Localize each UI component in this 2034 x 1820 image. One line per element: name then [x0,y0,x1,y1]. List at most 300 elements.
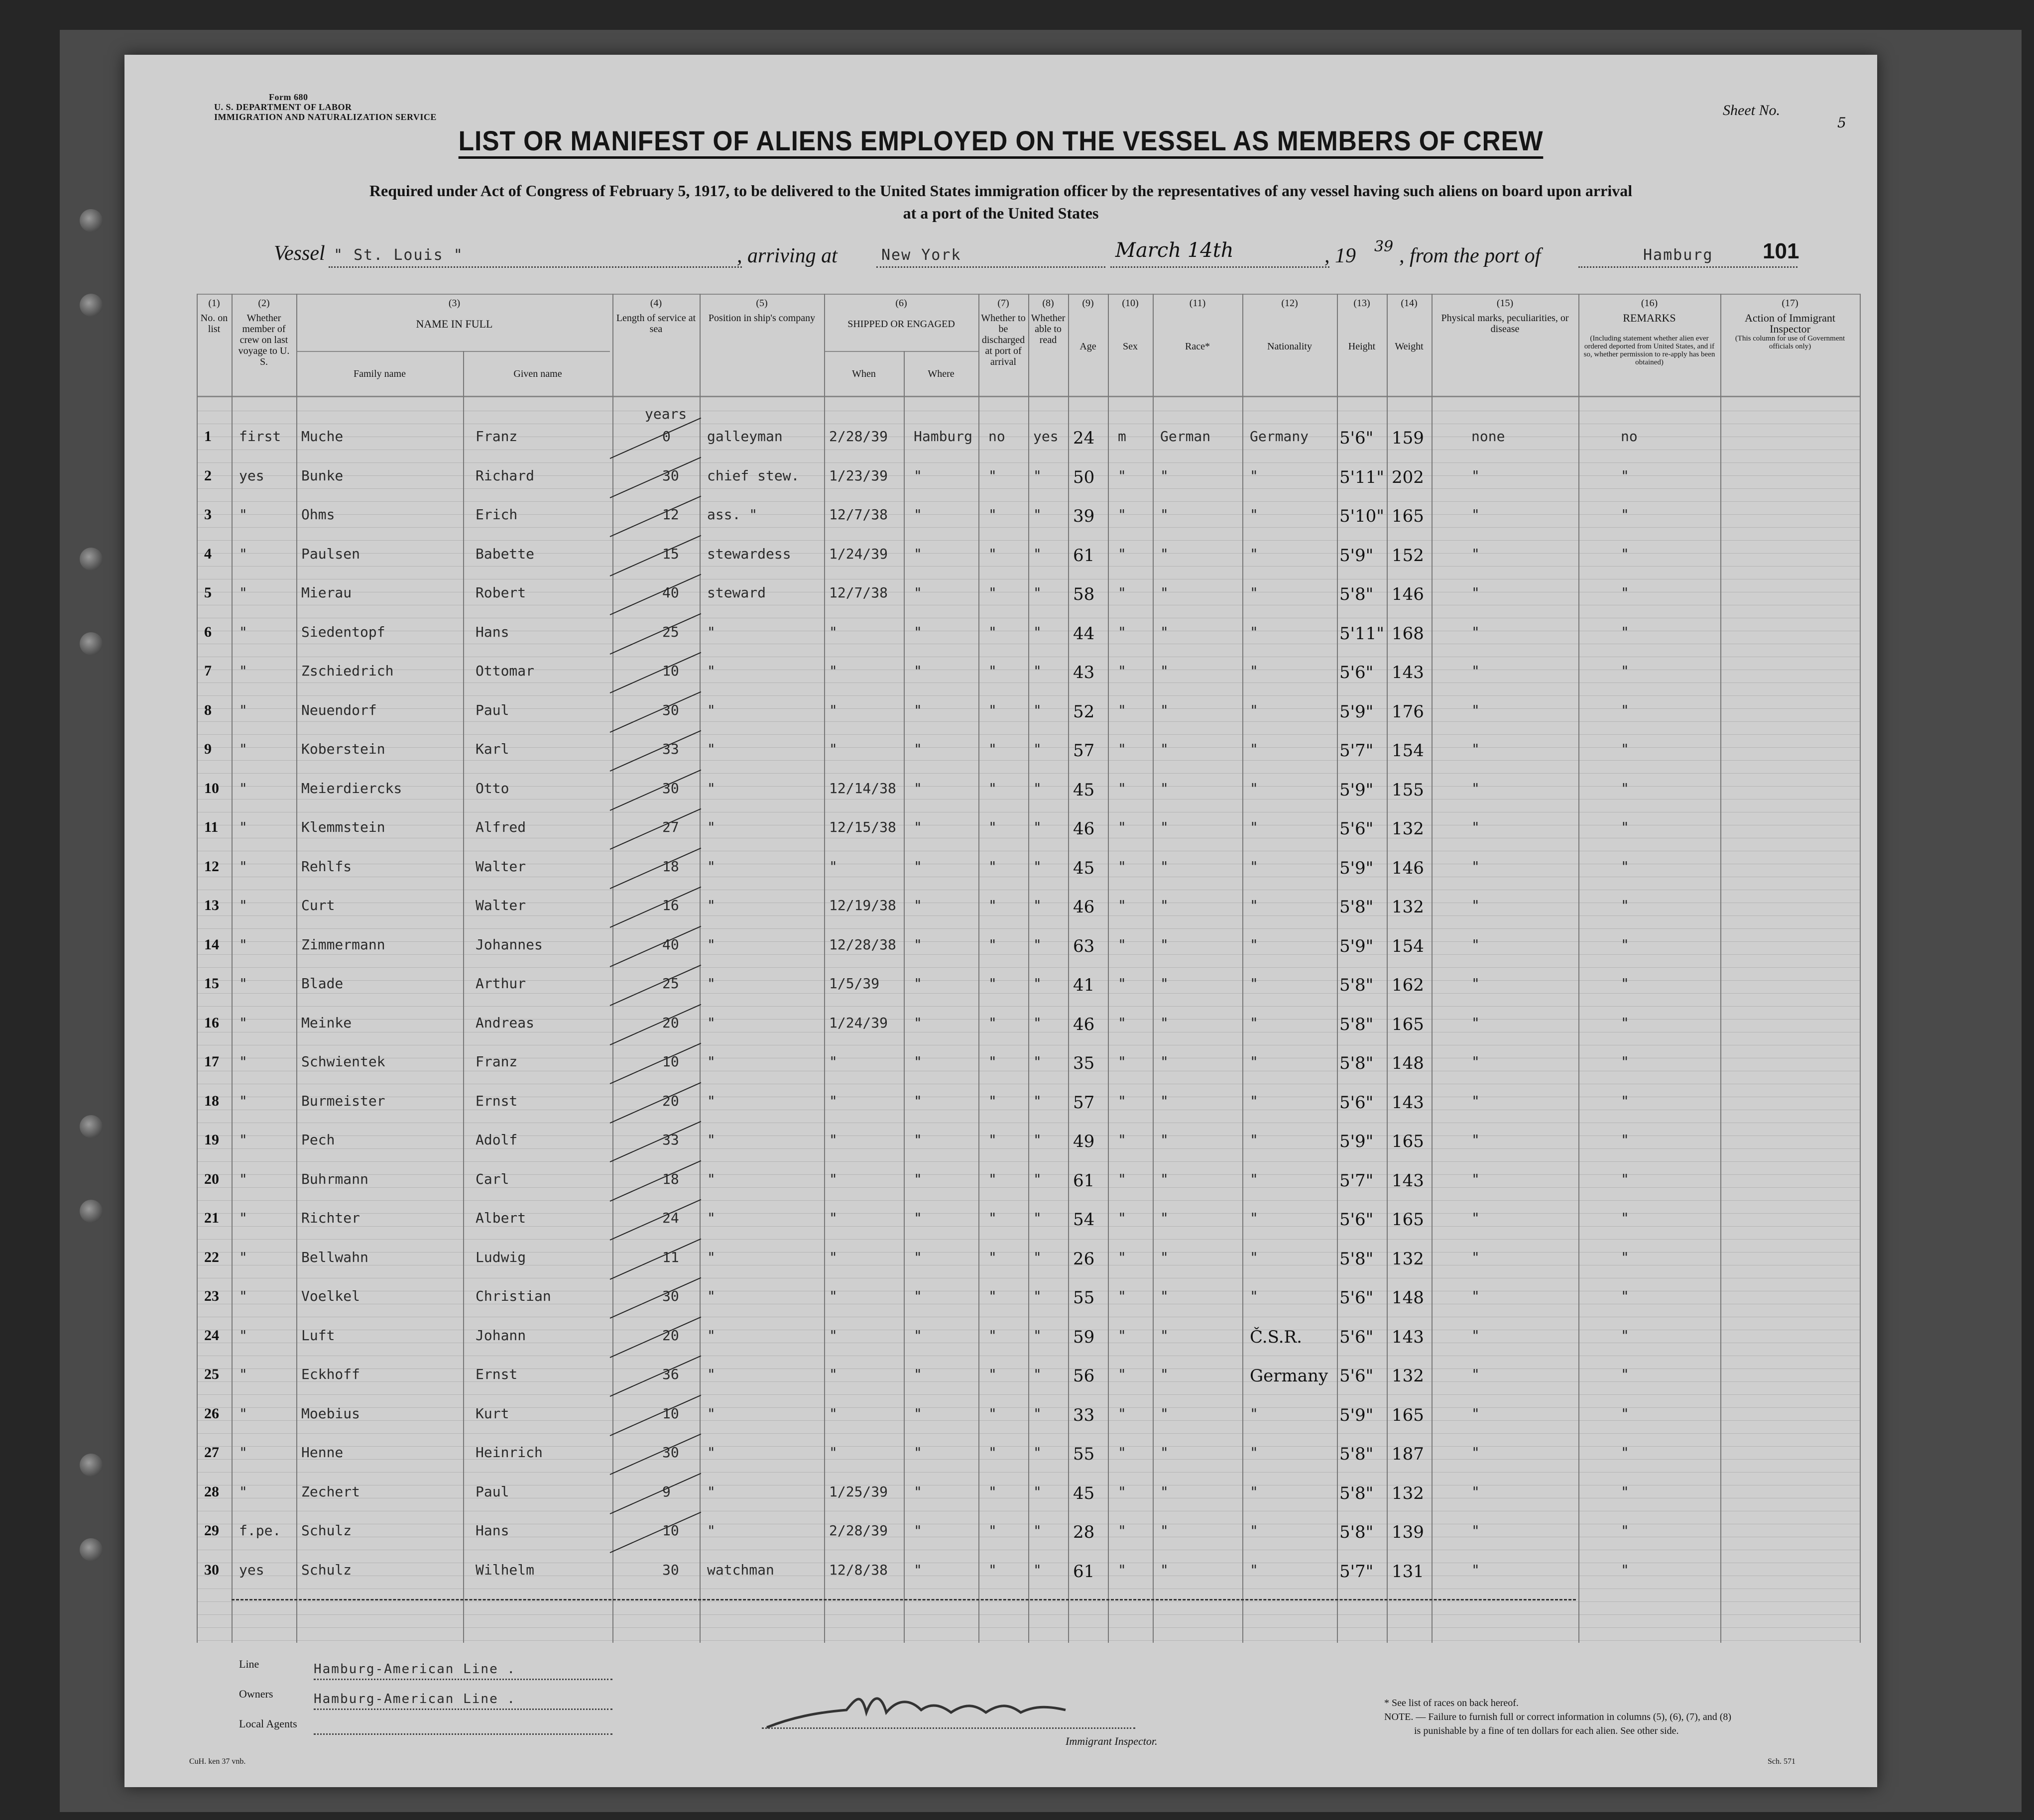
remarks-cell: " [1621,819,1629,835]
physical-marks-cell: " [1471,1288,1480,1304]
last-voyage-cell: f.pe. [239,1522,281,1539]
family-name-cell: Koberstein [301,741,385,757]
remarks-cell: " [1621,1132,1629,1148]
race-cell: " [1160,1210,1169,1226]
nationality-cell: " [1250,584,1258,601]
service-cell: 18 [662,858,679,875]
row-number: 15 [204,975,219,992]
family-name-cell: Buhrmann [301,1170,368,1187]
able-to-read-cell: " [1033,1444,1042,1461]
height-cell: 5'8" [1339,975,1374,995]
discharged-cell: " [988,506,997,523]
discharged-cell: " [988,1132,997,1148]
nationality-cell: " [1250,1210,1258,1226]
height-cell: 5'10" [1339,506,1384,526]
discharged-cell: " [988,623,997,640]
weight-cell: 143 [1392,1170,1424,1191]
shipped-when-cell: " [829,701,838,718]
last-voyage-cell: " [239,741,247,757]
able-to-read-cell: " [1033,1053,1042,1070]
races-note: * See list of races on back hereof. [1384,1698,1519,1708]
able-to-read-cell: " [1033,819,1042,835]
column-number-c4: (4) [650,298,662,309]
remarks-cell: " [1621,1327,1629,1344]
service-cell: 9 [662,1483,671,1500]
service-cell: 40 [662,584,679,601]
sex-cell: " [1118,1092,1126,1109]
age-cell: 26 [1073,1249,1095,1269]
last-voyage-cell: " [239,1249,247,1265]
age-cell: 61 [1073,545,1095,566]
discharged-cell: " [988,975,997,992]
position-cell: " [707,1444,716,1461]
able-to-read-cell: " [1033,1483,1042,1500]
nationality-cell: " [1250,506,1258,523]
family-name-cell: Mierau [301,584,352,601]
vessel-label: Vessel [274,242,325,265]
position-cell: ass. " [707,506,758,523]
height-cell: 5'9" [1339,545,1374,566]
race-cell: " [1160,1444,1169,1461]
age-cell: 45 [1073,1483,1095,1503]
remarks-cell: no [1621,428,1638,445]
position-cell: " [707,975,716,992]
physical-marks-cell: " [1471,1092,1480,1109]
weight-cell: 146 [1392,584,1424,604]
weight-cell: 143 [1392,1327,1424,1347]
physical-marks-cell: " [1471,1405,1480,1422]
family-name-cell: Zschiedrich [301,663,394,679]
given-name-cell: Arthur [476,975,526,992]
nationality-cell: " [1250,1132,1258,1148]
discharged-cell: " [988,897,997,913]
height-cell: 5'9" [1339,858,1374,878]
list-end-rule [232,1598,1576,1600]
remarks-cell: " [1621,1522,1629,1539]
discharged-cell: " [988,1092,997,1109]
remarks-cell: " [1621,741,1629,757]
sex-cell: " [1118,1327,1126,1344]
physical-marks-cell: " [1471,936,1480,953]
remarks-cell: " [1621,936,1629,953]
race-cell: " [1160,975,1169,992]
weight-cell: 176 [1392,701,1424,722]
shipped-where-cell: " [914,584,922,601]
column-header-c11: Race* [1185,341,1210,352]
race-cell: " [1160,467,1169,484]
last-voyage-cell: " [239,1327,247,1344]
height-cell: 5'9" [1339,701,1374,722]
owners-label: Owners [239,1688,273,1700]
row-number: 2 [204,467,212,484]
race-cell: " [1160,701,1169,718]
column-subheader-c17: (This column for use of Government officials only) [1735,335,1845,350]
remarks-cell: " [1621,1366,1629,1382]
shipped-where-cell: " [914,623,922,640]
race-cell: " [1160,1053,1169,1070]
race-cell: " [1160,1014,1169,1031]
shipped-when-cell: " [829,1405,838,1422]
age-cell: 28 [1073,1522,1095,1542]
row-number: 26 [204,1405,219,1422]
column-header-c5: Position in ship's company [708,313,816,324]
remarks-cell: " [1621,623,1629,640]
physical-marks-cell: " [1471,1132,1480,1148]
physical-marks-cell: " [1471,1366,1480,1382]
remarks-cell: " [1621,1170,1629,1187]
service-cell: 11 [662,1249,679,1265]
table-row [197,741,1860,780]
manifest-sheet [124,55,1877,1787]
race-cell: " [1160,741,1169,757]
service-cell: 33 [662,1132,679,1148]
given-name-cell: Hans [476,623,509,640]
weight-cell: 139 [1392,1522,1424,1542]
year-prefix: , 19 [1324,244,1356,267]
sex-cell: " [1118,623,1126,640]
height-cell: 5'8" [1339,1444,1374,1464]
service-cell: 40 [662,936,679,953]
table-row [197,1483,1860,1523]
position-cell: " [707,1327,716,1344]
able-to-read-cell: " [1033,1561,1042,1578]
given-name-cell: Walter [476,897,526,913]
column-header-c9: Age [1079,341,1096,352]
table-row [197,1210,1860,1249]
age-cell: 57 [1073,741,1095,761]
given-name-cell: Erich [476,506,518,523]
able-to-read-cell: " [1033,780,1042,796]
sex-cell: " [1118,1444,1126,1461]
physical-marks-cell: " [1471,1327,1480,1344]
requirement-line-1: Required under Act of Congress of February 5, 1917, to be delivered to the United States immigration officer by the representatives of any vessel having such aliens on board upon arrival [369,182,1633,200]
given-name-cell: Babette [476,545,535,562]
weight-cell: 132 [1392,1483,1424,1503]
shipped-when-cell: 12/28/38 [829,936,896,953]
family-name-cell: Moebius [301,1405,360,1422]
position-cell: " [707,1014,716,1031]
last-voyage-cell: " [239,701,247,718]
family-name-cell: Eckhoff [301,1366,360,1382]
remarks-cell: " [1621,701,1629,718]
height-cell: 5'11" [1339,623,1384,644]
remarks-cell: " [1621,545,1629,562]
remarks-cell: " [1621,506,1629,523]
nationality-cell: " [1250,1483,1258,1500]
row-number: 4 [204,545,212,562]
position-cell: " [707,1405,716,1422]
physical-marks-cell: " [1471,1053,1480,1070]
service-cell: 36 [662,1366,679,1382]
arriving-label: , arriving at [737,244,838,267]
shipped-where-cell: Hamburg [914,428,973,445]
table-row [197,858,1860,898]
inspector-label: Immigrant Inspector. [1066,1735,1158,1747]
service-cell: 30 [662,1444,679,1461]
physical-marks-cell: " [1471,545,1480,562]
height-cell: 5'8" [1339,1249,1374,1269]
last-voyage-cell: " [239,1170,247,1187]
able-to-read-cell: " [1033,506,1042,523]
row-number: 23 [204,1288,219,1304]
race-cell: " [1160,584,1169,601]
discharged-cell: " [988,1327,997,1344]
shipped-when-cell: 12/7/38 [829,584,888,601]
column-number-c16: (16) [1641,298,1658,309]
remarks-cell: " [1621,897,1629,913]
age-cell: 61 [1073,1561,1095,1582]
shipped-where-cell: " [914,1092,922,1109]
column-header-c4: Length of service at sea [616,313,696,335]
row-number: 28 [204,1483,219,1500]
age-cell: 56 [1073,1366,1095,1386]
binder-hole [80,209,103,232]
last-voyage-cell: " [239,897,247,913]
given-name-cell: Walter [476,858,526,875]
line-value: Hamburg-American Line . [314,1662,516,1677]
physical-marks-cell: " [1471,1444,1480,1461]
nationality-cell: " [1250,1405,1258,1422]
able-to-read-cell: " [1033,975,1042,992]
column-number-c13: (13) [1353,298,1370,309]
nationality-cell: " [1250,1170,1258,1187]
height-cell: 5'7" [1339,1170,1374,1191]
discharged-cell: " [988,1210,997,1226]
row-number: 13 [204,897,219,913]
sex-cell: " [1118,741,1126,757]
discharged-cell: " [988,545,997,562]
shipped-where-cell: " [914,819,922,835]
position-cell: " [707,1092,716,1109]
table-row [197,584,1860,624]
remarks-cell: " [1621,467,1629,484]
shipped-where-cell: " [914,1405,922,1422]
shipped-when-cell: " [829,1053,838,1070]
position-cell: stewardess [707,545,791,562]
discharged-cell: " [988,936,997,953]
height-cell: 5'8" [1339,1053,1374,1073]
last-voyage-cell: " [239,506,247,523]
last-voyage-cell: " [239,780,247,796]
remarks-cell: " [1621,663,1629,679]
physical-marks-cell: " [1471,780,1480,796]
given-name-cell: Paul [476,701,509,718]
family-name-cell: Schwientek [301,1053,385,1070]
weight-cell: 132 [1392,897,1424,917]
vessel-name: " St. Louis " [334,246,464,264]
column-header-c1: No. on list [200,313,228,335]
row-number: 7 [204,663,212,679]
shipped-where-cell: " [914,701,922,718]
height-cell: 5'8" [1339,584,1374,604]
given-name-cell: Carl [476,1170,509,1187]
age-cell: 54 [1073,1210,1095,1230]
table-row [197,663,1860,702]
race-cell: " [1160,1366,1169,1382]
shipped-when-cell: 1/25/39 [829,1483,888,1500]
family-name-cell: Pech [301,1132,335,1148]
discharged-cell: " [988,1288,997,1304]
race-cell: " [1160,1483,1169,1500]
family-name-cell: Henne [301,1444,344,1461]
service-cell: 12 [662,506,679,523]
arriving-port: New York [881,246,961,264]
shipped-where-cell: " [914,1522,922,1539]
given-name-cell: Franz [476,1053,518,1070]
years-label: years [645,406,687,422]
given-name-cell: Heinrich [476,1444,543,1461]
discharged-cell: " [988,1444,997,1461]
row-number: 18 [204,1092,219,1109]
physical-marks-cell: " [1471,897,1480,913]
line-label: Line [239,1658,259,1670]
height-cell: 5'8" [1339,1014,1374,1034]
nationality-cell: " [1250,897,1258,913]
given-name-cell: Paul [476,1483,509,1500]
shipped-when-cell: 12/19/38 [829,897,896,913]
weight-cell: 132 [1392,1366,1424,1386]
column-number-c11: (11) [1189,298,1206,309]
height-cell: 5'6" [1339,428,1374,448]
weight-cell: 146 [1392,858,1424,878]
service-cell: 30 [662,780,679,796]
able-to-read-cell: " [1033,701,1042,718]
column-header-shipped: SHIPPED OR ENGAGED [847,319,955,330]
column-subheader-c16: (Including statement whether alien ever ordered deported from United States, and if so, whether permission to re-apply has been obtained) [1583,335,1715,366]
column-number-c5: (5) [756,298,768,309]
position-cell: " [707,1053,716,1070]
age-cell: 55 [1073,1444,1095,1464]
column-header-c7: Whether to be discharged at port of arrival [981,313,1026,367]
shipped-where-cell: " [914,780,922,796]
shipped-when-cell: 2/28/39 [829,1522,888,1539]
able-to-read-cell: " [1033,858,1042,875]
nationality-cell: Germany [1250,1366,1328,1386]
age-cell: 50 [1073,467,1095,487]
sex-cell: " [1118,1522,1126,1539]
sex-cell: " [1118,1483,1126,1500]
able-to-read-cell: " [1033,1366,1042,1382]
family-name-cell: Luft [301,1327,335,1344]
column-number-c7: (7) [997,298,1009,309]
weight-cell: 202 [1392,467,1424,487]
discharged-cell: " [988,663,997,679]
last-voyage-cell: " [239,1092,247,1109]
age-cell: 45 [1073,858,1095,878]
table-row [197,1405,1860,1445]
sex-cell: " [1118,545,1126,562]
last-voyage-cell: first [239,428,281,445]
nationality-cell: " [1250,741,1258,757]
physical-marks-cell: " [1471,1522,1480,1539]
position-cell: steward [707,584,766,601]
nationality-cell: " [1250,780,1258,796]
remarks-cell: " [1621,1483,1629,1500]
weight-cell: 165 [1392,1210,1424,1230]
remarks-cell: " [1621,1092,1629,1109]
family-name-cell: Bellwahn [301,1249,368,1265]
row-number: 27 [204,1444,219,1461]
height-cell: 5'6" [1339,819,1374,839]
column-header-when: When [852,368,876,379]
age-cell: 43 [1073,663,1095,682]
height-cell: 5'8" [1339,897,1374,917]
sex-cell: " [1118,936,1126,953]
weight-cell: 165 [1392,1014,1424,1034]
nationality-cell: " [1250,1522,1258,1539]
family-name-cell: Schulz [301,1561,352,1578]
age-cell: 49 [1073,1132,1095,1151]
given-name-cell: Johann [476,1327,526,1344]
discharged-cell: " [988,1405,997,1422]
able-to-read-cell: " [1033,545,1042,562]
service-cell: 30 [662,1561,679,1578]
sex-cell: " [1118,1053,1126,1070]
service-cell: 30 [662,467,679,484]
family-name-cell: Siedentopf [301,623,385,640]
service-cell: 10 [662,663,679,679]
age-cell: 41 [1073,975,1095,995]
shipped-when-cell: 1/5/39 [829,975,880,992]
service-label: IMMIGRATION AND NATURALIZATION SERVICE [214,112,437,122]
table-row [197,1562,1860,1601]
service-cell: 27 [662,819,679,835]
shipped-where-cell: " [914,858,922,875]
shipped-where-cell: " [914,1053,922,1070]
service-cell: 33 [662,741,679,757]
sex-cell: " [1118,701,1126,718]
last-voyage-cell: " [239,975,247,992]
weight-cell: 131 [1392,1561,1424,1582]
age-cell: 59 [1073,1327,1095,1347]
height-cell: 5'6" [1339,663,1374,682]
table-row [197,702,1860,741]
binder-hole [80,294,103,317]
nationality-cell: " [1250,1561,1258,1578]
nationality-cell: " [1250,819,1258,835]
vessel-underline [329,266,742,268]
service-cell: 20 [662,1092,679,1109]
race-cell: " [1160,1170,1169,1187]
weight-cell: 148 [1392,1288,1424,1308]
remarks-cell: " [1621,780,1629,796]
shipped-when-cell: " [829,741,838,757]
page-number: 101 [1763,239,1799,263]
physical-marks-cell: " [1471,975,1480,992]
sex-cell: " [1118,1405,1126,1422]
able-to-read-cell: " [1033,467,1042,484]
race-cell: " [1160,1132,1169,1148]
able-to-read-cell: " [1033,936,1042,953]
shipped-when-cell: 12/7/38 [829,506,888,523]
last-voyage-cell: " [239,858,247,875]
position-cell: " [707,1210,716,1226]
department-label: U. S. DEPARTMENT OF LABOR [214,102,352,112]
discharged-cell: " [988,584,997,601]
shipped-when-cell: 12/8/38 [829,1561,888,1578]
weight-cell: 152 [1392,545,1424,566]
column-header-where: Where [928,368,955,379]
nationality-cell: " [1250,1053,1258,1070]
family-name-cell: Bunke [301,467,344,484]
column-number-c8: (8) [1042,298,1054,309]
family-name-cell: Voelkel [301,1288,360,1304]
shipped-where-cell: " [914,1561,922,1578]
sex-cell: " [1118,1014,1126,1031]
binder-hole [80,548,103,570]
shipped-where-cell: " [914,506,922,523]
from-label: , from the port of [1399,244,1541,267]
